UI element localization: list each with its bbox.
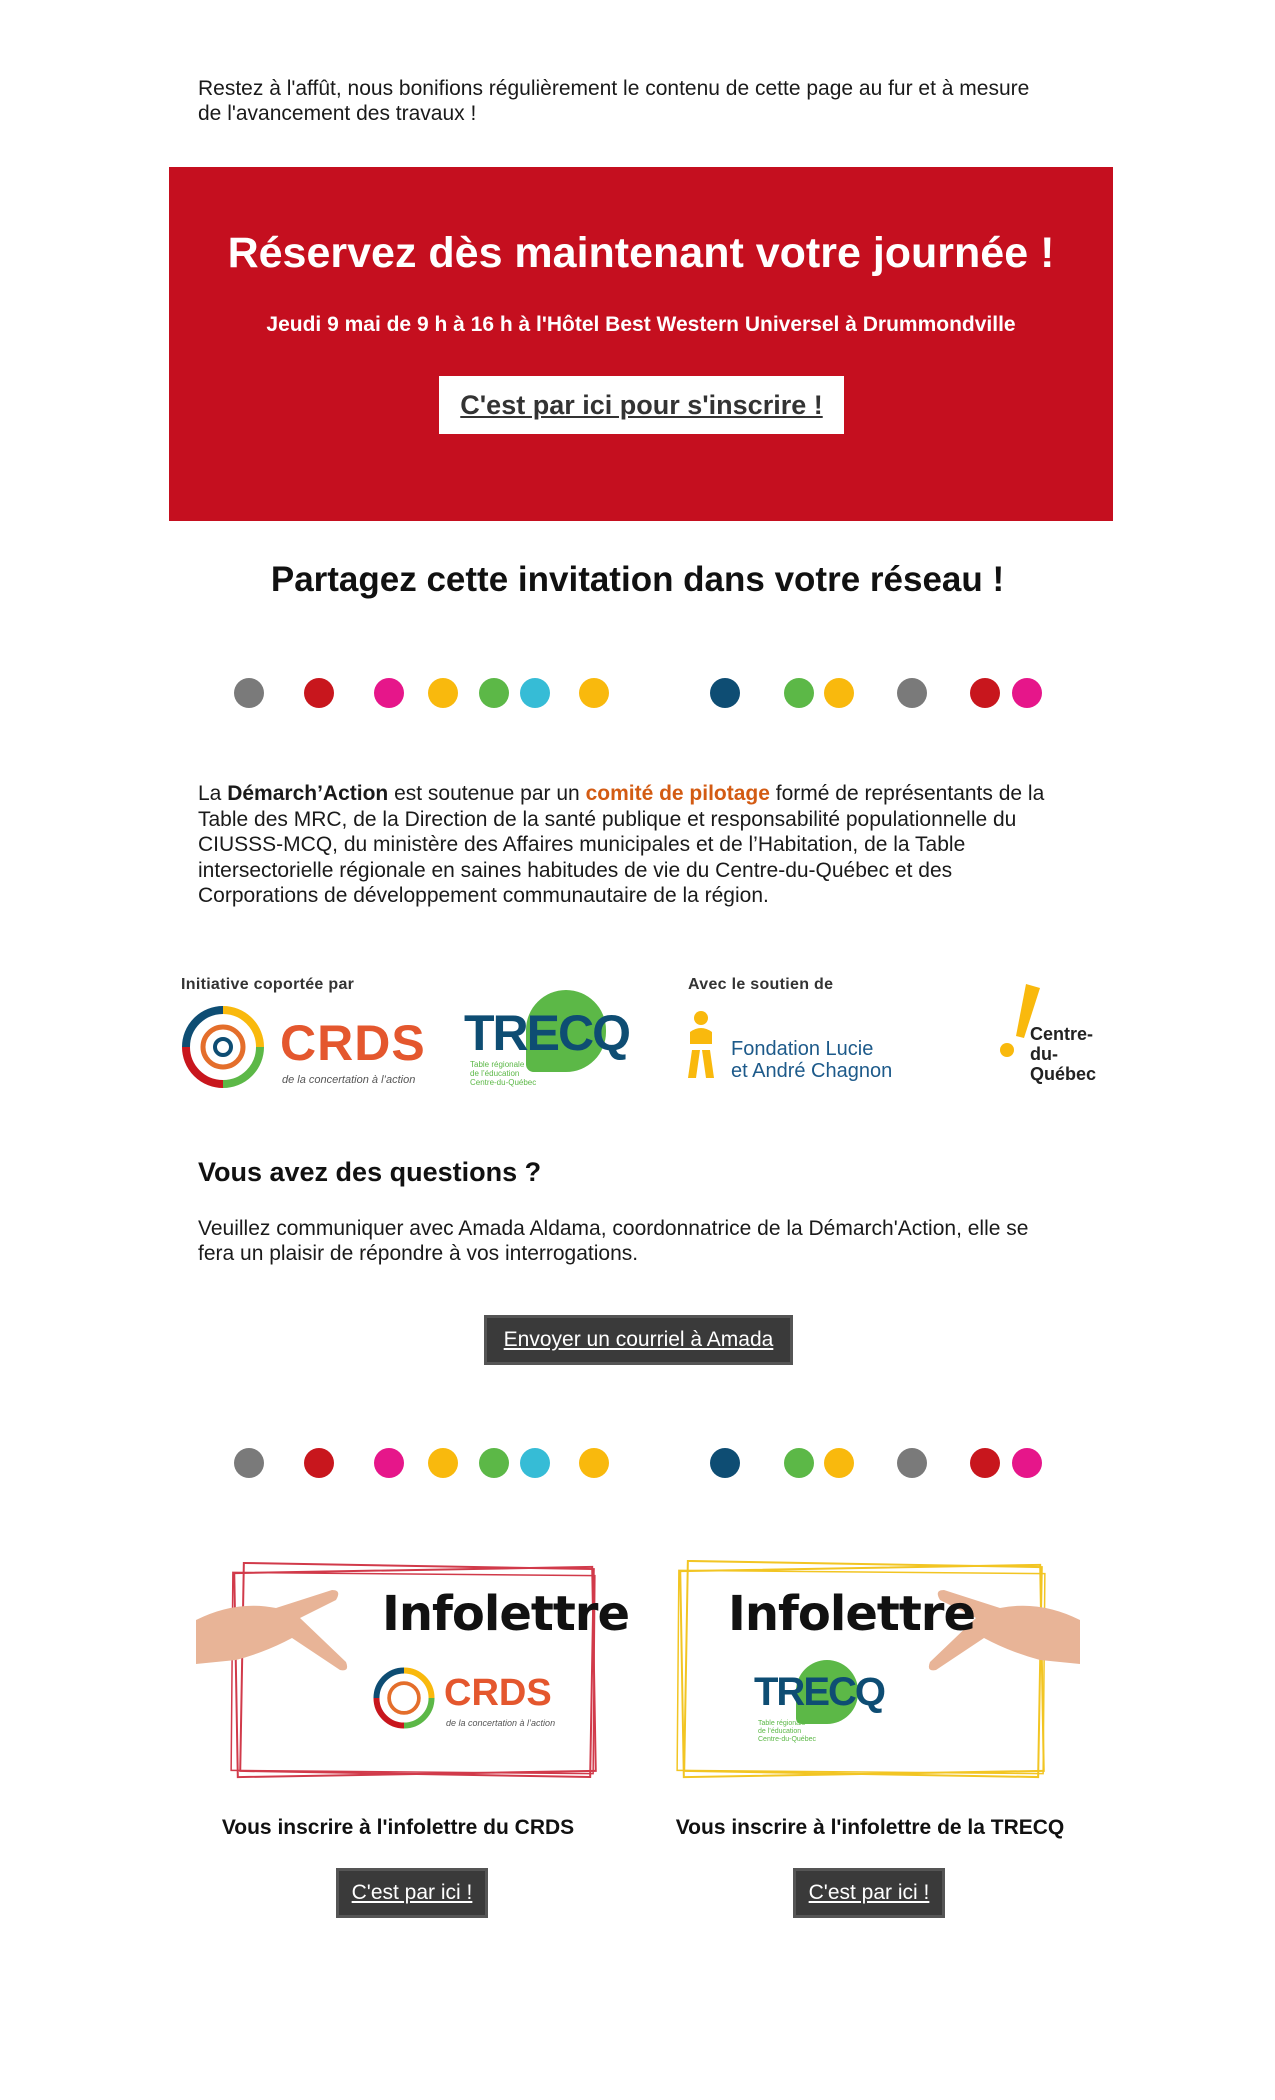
dot-11 (897, 678, 927, 708)
crds-card-title: Infolettre (382, 1586, 630, 1642)
crds-swirl-icon (180, 1004, 266, 1090)
para-text-3: formé de représentants de la (769, 782, 1045, 805)
dot-9 (784, 678, 814, 708)
trecq-card-tagline (758, 1720, 816, 1744)
contact-text (198, 1216, 1098, 1266)
para-line-1 (198, 781, 1098, 807)
dot-b9 (784, 1448, 814, 1478)
dot-4 (428, 678, 458, 708)
initiative-label: Initiative coportée par (181, 976, 355, 993)
crds-logo-text: CRDS (280, 1015, 426, 1071)
dot-10 (824, 678, 854, 708)
fondation-text (731, 1038, 892, 1082)
dot-2 (304, 678, 334, 708)
para-bold-demarche: Démarch’Action (227, 782, 389, 805)
questions-heading: Vous avez des questions ? (198, 1157, 542, 1187)
trecq-card-tagline-3: Centre-du-Québec (758, 1736, 816, 1743)
dot-8 (710, 678, 740, 708)
dot-b6 (520, 1448, 550, 1478)
dot-6 (520, 678, 550, 708)
dot-b10 (824, 1448, 854, 1478)
crds-newsletter-card (196, 1560, 630, 1782)
trecq-tagline-1: Table régionale (470, 1060, 525, 1069)
trecq-card-title: Infolettre (728, 1586, 976, 1642)
crds-card-swirl-icon (372, 1666, 436, 1730)
cdq-line-3: Québec (1030, 1064, 1097, 1084)
para-text-2: est soutenue par un (388, 782, 586, 805)
dot-b12 (970, 1448, 1000, 1478)
fondation-chagnon-logo (686, 1010, 906, 1090)
dot-b11 (897, 1448, 927, 1478)
intro-line-1: Restez à l'affût, nous bonifions régulièrement le contenu de cette page au fur et à mesure (198, 77, 1030, 100)
register-button[interactable]: C'est par ici pour s'inscrire ! (439, 376, 844, 434)
crds-card-tagline: de la concertation à l’action (446, 1718, 556, 1728)
fondation-line-2: et André Chagnon (731, 1060, 893, 1082)
committee-paragraph (198, 781, 1098, 909)
dot-13 (1012, 678, 1042, 708)
dot-b5 (479, 1448, 509, 1478)
dot-3 (374, 678, 404, 708)
trecq-card-logo-text: TRECQ (754, 1670, 884, 1714)
dot-b13 (1012, 1448, 1042, 1478)
trecq-newsletter-button[interactable]: C'est par ici ! (793, 1868, 945, 1918)
dot-b2 (304, 1448, 334, 1478)
banner-subtitle: Jeudi 9 mai de 9 h à 16 h à l'Hôtel Best Western Universel à Drummondville (266, 313, 1016, 336)
dot-b7 (579, 1448, 609, 1478)
crds-card-logo-text: CRDS (444, 1672, 552, 1714)
intro-line-2: de l'avancement des travaux ! (198, 102, 477, 125)
contact-line-1: Veuillez communiquer avec Amada Aldama, coordonnatrice de la Démarch'Action, elle se (198, 1217, 1029, 1240)
dot-7 (579, 678, 609, 708)
dot-b3 (374, 1448, 404, 1478)
crds-logo (180, 1002, 430, 1092)
banner-title: Réservez dès maintenant votre journée ! (227, 229, 1055, 277)
crds-newsletter-button[interactable]: C'est par ici ! (336, 1868, 488, 1918)
cdq-line-2: du- (1030, 1044, 1058, 1064)
dot-12 (970, 678, 1000, 708)
intro-text (198, 76, 1098, 126)
trecq-card-tagline-2: de l’éducation (758, 1728, 802, 1735)
share-heading: Partagez cette invitation dans votre réseau ! (270, 560, 1005, 599)
trecq-newsletter-card (676, 1560, 1080, 1782)
trecq-tagline-3: Centre-du-Québec (470, 1078, 537, 1087)
contact-line-2: fera un plaisir de répondre à vos interrogations. (198, 1242, 639, 1265)
support-label: Avec le soutien de (688, 976, 834, 993)
email-amada-button[interactable]: Envoyer un courriel à Amada (484, 1315, 793, 1365)
fondation-figure-icon (686, 1010, 716, 1080)
centre-du-quebec-logo (996, 980, 1116, 1090)
dot-5 (479, 678, 509, 708)
crds-tagline: de la concertation à l’action (282, 1074, 416, 1086)
para-line-2: Table des MRC, de la Direction de la santé publique et responsabilité populationnelle du (198, 807, 1017, 831)
dot-b4 (428, 1448, 458, 1478)
para-line-4: intersectorielle régionale en saines habitudes de vie du Centre-du-Québec et des (198, 858, 953, 882)
dot-b8 (710, 1448, 740, 1478)
para-line-5: Corporations de développement communautaire de la région. (198, 884, 769, 907)
trecq-logo-text: TRECQ (464, 1005, 629, 1061)
para-highlight-committee: comité de pilotage (585, 782, 770, 805)
cdq-line-1: Centre- (1030, 1024, 1094, 1044)
trecq-tagline-2: de l’éducation (470, 1069, 520, 1078)
fondation-line-1: Fondation Lucie (731, 1038, 874, 1060)
registration-banner (169, 167, 1113, 521)
cdq-text (1030, 1024, 1096, 1084)
para-line-3: CIUSSS-MCQ, du ministère des Affaires municipales et de l’Habitation, de la Table (198, 833, 966, 856)
trecq-logo (464, 990, 629, 1090)
crds-newsletter-label: Vous inscrire à l'infolettre du CRDS (221, 1816, 575, 1839)
para-text-1: La (198, 782, 228, 805)
trecq-tagline (470, 1060, 536, 1087)
dot-b1 (234, 1448, 264, 1478)
trecq-newsletter-label: Vous inscrire à l'infolettre de la TRECQ (675, 1816, 1065, 1839)
dot-1 (234, 678, 264, 708)
trecq-card-tagline-1: Table régionale (758, 1720, 806, 1727)
